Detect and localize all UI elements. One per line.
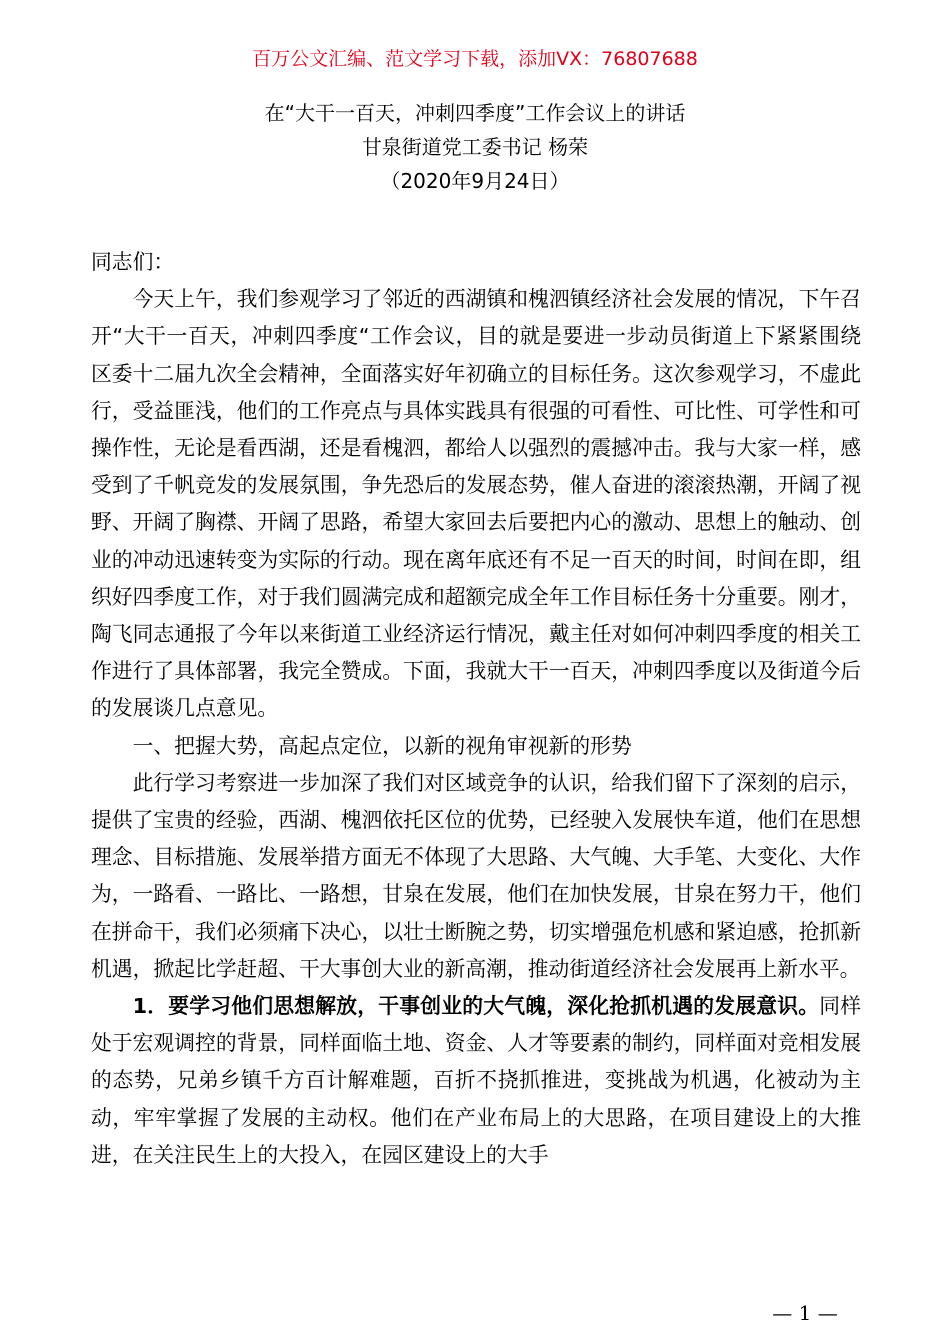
page-number: — 1 — bbox=[772, 1301, 838, 1325]
section-heading-1: 一、把握大势，高起点定位，以新的视角审视新的形势 bbox=[132, 733, 632, 758]
speaker-line: 甘泉街道党工委书记 杨荣 bbox=[361, 135, 589, 159]
document-title: 在“大干一百天，冲刺四季度”工作会议上的讲话 bbox=[264, 101, 686, 125]
document-header bbox=[0, 96, 950, 198]
watermark-text: 百万公文汇编、范文学习下载，添加VX：76807688 bbox=[252, 48, 698, 70]
point-1-paragraph bbox=[91, 988, 861, 1174]
point-1-lead: 1．要学习他们思想解放，干事创业的大气魄，深化抢抓机遇的发展意识。 bbox=[132, 994, 820, 1019]
document-body bbox=[91, 244, 861, 1174]
paragraph-section-1: 此行学习考察进一步加深了我们对区域竞争的认识，给我们留下了深刻的启示，提供了宝贵的经验，西湖、槐泗依托区位的优势，已经驶入发展快车道，他们在思想理念、目标措施、发展举措方面无不体现了大思路、大气魄、大手笔、大变化、大作为，一路看、一路比、一路想，甘泉在发展，他们在加快发展，甘泉在努力干，他们在拼命干，我们必须痛下决心，以壮士断腕之势，切实增强危机感和紧迫感，抢抓新机遇，掀起比学赶超、干大事创大业的新高潮，推动街道经济社会发展再上新水平。 bbox=[91, 770, 861, 981]
point-1-text: 同样处于宏观调控的背景，同样面临土地、资金、人才等要素的制约，同样面对竞相发展的态势，兄弟乡镇千方百计解难题，百折不挠抓推进，变挑战为机遇，化被动为主动，牢牢掌握了发展的主动权。他们在产业布局上的大思路，在项目建设上的大推进，在关注民生上的大投入，在园区建设上的大手 bbox=[91, 994, 862, 1167]
paragraph-intro: 今天上午，我们参观学习了邻近的西湖镇和槐泗镇经济社会发展的情况，下午召开“大干一百天，冲刺四季度“工作会议，目的就是要进一步动员街道上下紧紧围绕区委十二届九次全会精神，全面落实好年初确立的目标任务。这次参观学习，不虚此行，受益匪浅，他们的工作亮点与具体实践具有很强的可看性、可比性、可学性和可操作性，无论是看西湖，还是看槐泗，都给人以强烈的震撼冲击。我与大家一样，感受到了千帆竞发的发展氛围，争先恐后的发展态势，催人奋进的滚滚热潮，开阔了视野、开阔了胸襟、开阔了思路，希望大家回去后要把内心的激动、思想上的触动、创业的冲动迅速转变为实际的行动。现在离年底还有不足一百天的时间，时间在即，组织好四季度工作，对于我们圆满完成和超额完成全年工作目标任务十分重要。刚才，陶飞同志通报了今年以来街道工业经济运行情况，戴主任对如何冲刺四季度的相关工作进行了具体部署，我完全赞成。下面，我就大干一百天，冲刺四季度以及街道今后的发展谈几点意见。 bbox=[91, 287, 861, 721]
salutation: 同志们： bbox=[91, 250, 175, 274]
date-line: （2020年9月24日） bbox=[380, 169, 570, 193]
